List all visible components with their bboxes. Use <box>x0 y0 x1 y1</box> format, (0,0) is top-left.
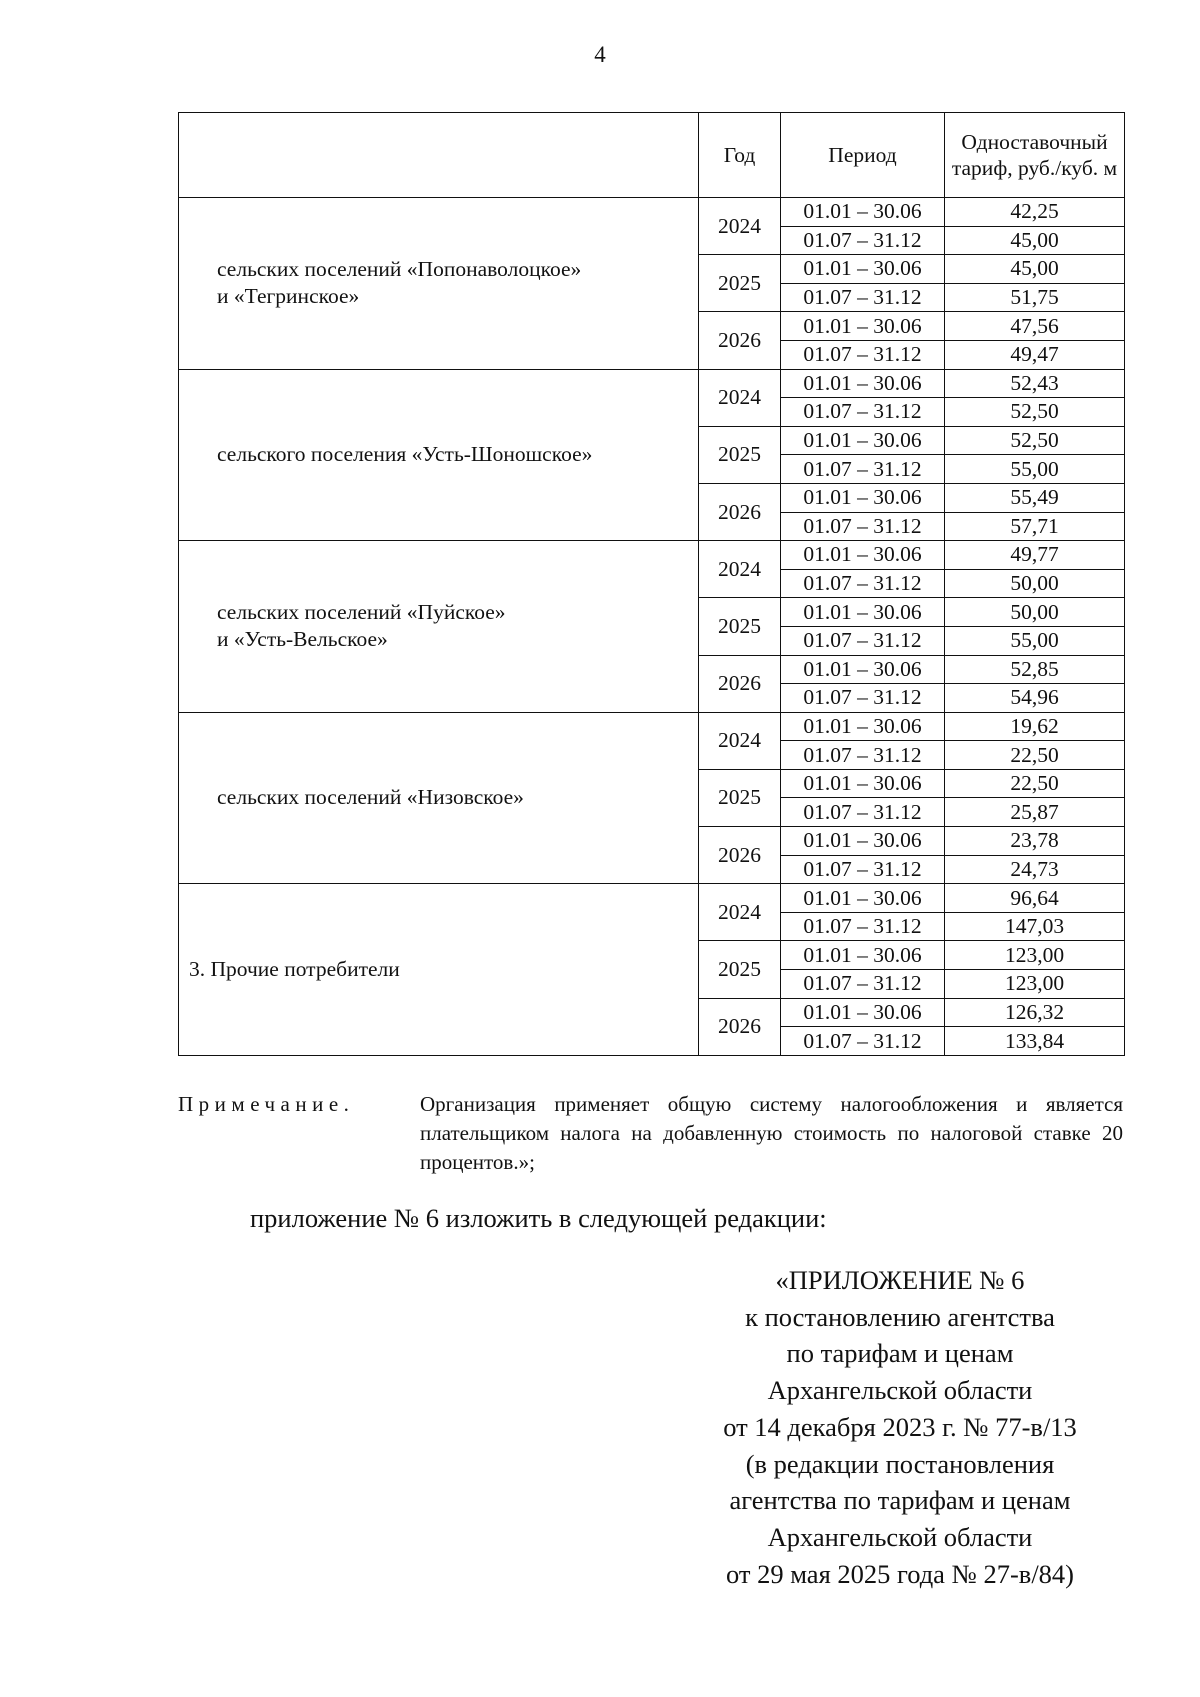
year-cell: 2025 <box>699 426 781 483</box>
appendix-line: от 14 декабря 2023 г. № 77-в/13 <box>723 1411 1077 1442</box>
consumer-cell: 3. Прочие потребители <box>179 884 699 1056</box>
header-consumer <box>179 113 699 198</box>
period-cell: 01.07 – 31.12 <box>781 970 945 999</box>
period-cell: 01.01 – 30.06 <box>781 483 945 512</box>
year-cell: 2024 <box>699 198 781 255</box>
year-cell: 2025 <box>699 769 781 826</box>
appendix-header <box>690 1262 1110 1592</box>
year-cell: 2024 <box>699 369 781 426</box>
header-tariff: Одноставочный тариф, руб./куб. м <box>945 113 1125 198</box>
page-number: 4 <box>594 42 606 67</box>
tariff-cell: 50,00 <box>945 569 1125 598</box>
period-cell: 01.07 – 31.12 <box>781 684 945 713</box>
tariff-cell: 24,73 <box>945 855 1125 884</box>
year-cell: 2024 <box>699 541 781 598</box>
period-cell: 01.07 – 31.12 <box>781 626 945 655</box>
period-cell: 01.01 – 30.06 <box>781 541 945 570</box>
tariff-cell: 42,25 <box>945 198 1125 227</box>
year-cell: 2024 <box>699 712 781 769</box>
tariff-cell: 55,00 <box>945 455 1125 484</box>
table-row <box>179 198 1125 227</box>
tariff-cell: 50,00 <box>945 598 1125 627</box>
period-cell: 01.07 – 31.12 <box>781 398 945 427</box>
header-period: Период <box>781 113 945 198</box>
period-cell: 01.07 – 31.12 <box>781 226 945 255</box>
table-row <box>179 541 1125 570</box>
table-row <box>179 884 1125 913</box>
consumer-cell: сельского поселения «Усть-Шоношское» <box>179 369 699 541</box>
tariff-cell: 47,56 <box>945 312 1125 341</box>
tariff-cell: 123,00 <box>945 941 1125 970</box>
tariff-cell: 22,50 <box>945 769 1125 798</box>
tariff-cell: 23,78 <box>945 827 1125 856</box>
tariff-cell: 147,03 <box>945 912 1125 941</box>
period-cell: 01.07 – 31.12 <box>781 912 945 941</box>
year-cell: 2026 <box>699 312 781 369</box>
year-cell: 2025 <box>699 255 781 312</box>
appendix-line: по тарифам и ценам <box>786 1338 1014 1369</box>
appendix-line: к постановлению агентства <box>745 1301 1055 1332</box>
table-row <box>179 369 1125 398</box>
tariff-cell: 96,64 <box>945 884 1125 913</box>
tariff-cell: 52,43 <box>945 369 1125 398</box>
note-label: Примечание. <box>178 1092 355 1116</box>
appendix-line: Архангельской области <box>767 1375 1033 1406</box>
tariff-cell: 45,00 <box>945 255 1125 284</box>
period-cell: 01.01 – 30.06 <box>781 941 945 970</box>
note-text: Организация применяет общую систему налогообложения и является плательщиком налога на добавленную стоимость по налоговой ставке 20 процентов.»; <box>420 1092 1123 1174</box>
tariff-cell: 54,96 <box>945 684 1125 713</box>
consumer-cell: сельских поселений «Низовское» <box>179 712 699 884</box>
period-cell: 01.07 – 31.12 <box>781 1027 945 1056</box>
tariff-cell: 49,77 <box>945 541 1125 570</box>
appendix-line: агентства по тарифам и ценам <box>729 1485 1071 1516</box>
period-cell: 01.01 – 30.06 <box>781 655 945 684</box>
period-cell: 01.01 – 30.06 <box>781 312 945 341</box>
table-header-row <box>179 113 1125 198</box>
appendix-line: «ПРИЛОЖЕНИЕ № 6 <box>775 1265 1025 1295</box>
appendix-line: от 29 мая 2025 года № 27-в/84) <box>725 1558 1075 1589</box>
tariff-table-body <box>179 198 1125 1056</box>
period-cell: 01.01 – 30.06 <box>781 884 945 913</box>
period-cell: 01.07 – 31.12 <box>781 455 945 484</box>
header-year: Год <box>699 113 781 198</box>
period-cell: 01.01 – 30.06 <box>781 998 945 1027</box>
tariff-cell: 126,32 <box>945 998 1125 1027</box>
tariff-cell: 52,50 <box>945 426 1125 455</box>
period-cell: 01.01 – 30.06 <box>781 827 945 856</box>
tariff-cell: 52,50 <box>945 398 1125 427</box>
tariff-cell: 55,49 <box>945 483 1125 512</box>
tariff-cell: 123,00 <box>945 970 1125 999</box>
period-cell: 01.07 – 31.12 <box>781 798 945 827</box>
period-cell: 01.01 – 30.06 <box>781 769 945 798</box>
instruction-text: приложение № 6 изложить в следующей редакции: <box>250 1203 827 1233</box>
year-cell: 2024 <box>699 884 781 941</box>
consumer-cell: сельских поселений «Попонаволоцкое» и «Тегринское» <box>179 198 699 370</box>
period-cell: 01.01 – 30.06 <box>781 255 945 284</box>
tariff-cell: 45,00 <box>945 226 1125 255</box>
period-cell: 01.07 – 31.12 <box>781 855 945 884</box>
tariff-cell: 49,47 <box>945 340 1125 369</box>
tariff-cell: 55,00 <box>945 626 1125 655</box>
year-cell: 2026 <box>699 483 781 540</box>
year-cell: 2026 <box>699 827 781 884</box>
tariff-cell: 25,87 <box>945 798 1125 827</box>
year-cell: 2026 <box>699 655 781 712</box>
period-cell: 01.01 – 30.06 <box>781 198 945 227</box>
period-cell: 01.07 – 31.12 <box>781 741 945 770</box>
year-cell: 2025 <box>699 598 781 655</box>
year-cell: 2026 <box>699 998 781 1055</box>
tariff-cell: 52,85 <box>945 655 1125 684</box>
consumer-cell: сельских поселений «Пуйское» и «Усть-Вельское» <box>179 541 699 713</box>
period-cell: 01.07 – 31.12 <box>781 340 945 369</box>
tariff-cell: 57,71 <box>945 512 1125 541</box>
tariff-cell: 19,62 <box>945 712 1125 741</box>
period-cell: 01.07 – 31.12 <box>781 569 945 598</box>
tariff-cell: 133,84 <box>945 1027 1125 1056</box>
period-cell: 01.07 – 31.12 <box>781 283 945 312</box>
period-cell: 01.01 – 30.06 <box>781 369 945 398</box>
period-cell: 01.07 – 31.12 <box>781 512 945 541</box>
appendix-line: Архангельской области <box>767 1521 1033 1552</box>
tariff-cell: 22,50 <box>945 741 1125 770</box>
period-cell: 01.01 – 30.06 <box>781 598 945 627</box>
table-row <box>179 712 1125 741</box>
appendix-line: (в редакции постановления <box>745 1448 1055 1479</box>
year-cell: 2025 <box>699 941 781 998</box>
period-cell: 01.01 – 30.06 <box>781 712 945 741</box>
tariff-cell: 51,75 <box>945 283 1125 312</box>
period-cell: 01.01 – 30.06 <box>781 426 945 455</box>
tariff-table <box>178 112 1125 1056</box>
